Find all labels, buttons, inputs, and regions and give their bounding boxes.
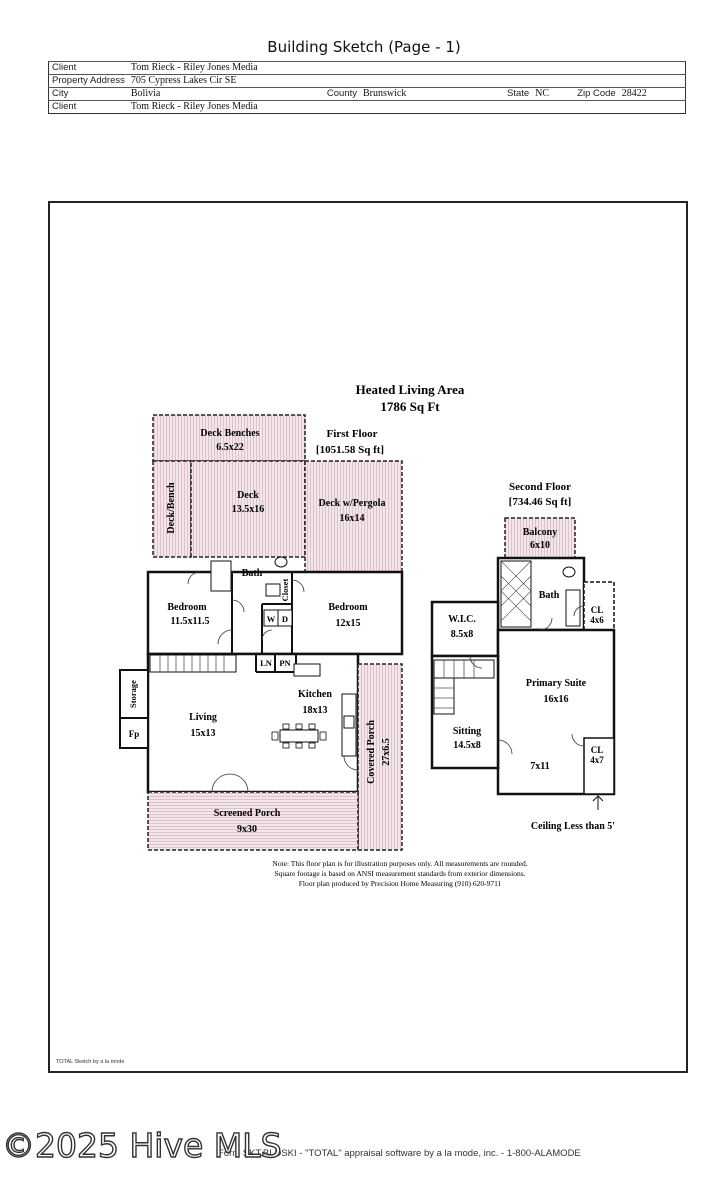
closet2-dim: 4x7 <box>590 755 604 765</box>
state-label: State <box>504 88 532 101</box>
screened-porch-area <box>148 792 358 850</box>
sketch-credit: TOTAL Sketch by a la mode <box>56 1059 125 1065</box>
living-label: Living <box>189 712 217 723</box>
page-title: Building Sketch (Page - 1) <box>267 38 461 56</box>
deck-label: Deck <box>237 490 259 501</box>
covered-porch-area <box>358 664 402 850</box>
bath1-label: Bath <box>241 568 263 579</box>
bathtub-icon <box>211 561 231 591</box>
kitchen-sink-icon <box>344 716 354 728</box>
client2-label: Client <box>49 101 128 114</box>
deck-dim: 13.5x16 <box>231 504 265 515</box>
balcony-area <box>505 518 575 558</box>
first-floor-area: [1051.58 Sq ft] <box>315 444 385 456</box>
storage-label: Storage <box>128 680 138 708</box>
mls-watermark: ©2025 Hive MLS <box>2 1126 282 1165</box>
toilet2-icon <box>563 567 575 577</box>
washer-label: W <box>266 614 276 624</box>
client2-value: Tom Rieck - Riley Jones Media <box>128 101 686 114</box>
sink-icon <box>266 584 280 596</box>
linen-label: LN <box>260 658 272 668</box>
client-value: Tom Rieck - Riley Jones Media <box>128 62 686 75</box>
address-label: Property Address <box>49 75 128 88</box>
software-credit: Form SKT.BLDSKI - "TOTAL" appraisal software by a la mode, inc. - 1-800-ALAMODE <box>218 1148 581 1159</box>
second-floor-area: [734.46 Sq ft] <box>508 496 572 508</box>
toilet-icon <box>275 557 287 567</box>
second-floor-title: Second Floor <box>508 481 572 493</box>
living-wing-outline <box>148 654 358 792</box>
covered-porch-label: Covered Porch <box>366 720 377 784</box>
ceiling-note: Ceiling Less than 5' <box>530 821 616 832</box>
zip-label: Zip Code <box>574 88 619 101</box>
dining-table-icon <box>280 730 318 742</box>
bedroom2-dim: 12x15 <box>335 618 361 629</box>
state-value: NC <box>532 88 574 101</box>
bath2-label: Bath <box>538 590 560 601</box>
primary-suite-dim: 16x16 <box>543 694 569 705</box>
county-value: Brunswick <box>360 88 504 101</box>
closet1-label: CL <box>590 605 604 615</box>
sitting-dim: 14.5x8 <box>453 740 481 751</box>
heated-area-sqft: 1786 Sq Ft <box>380 399 440 414</box>
client-label: Client <box>49 62 128 75</box>
deck-pergola-label: Deck w/Pergola <box>318 498 386 509</box>
screened-porch-dim: 9x30 <box>237 824 257 835</box>
kitchen-dim: 18x13 <box>302 705 328 716</box>
pantry-label: PN <box>279 658 291 668</box>
alcove-dim: 7x11 <box>530 761 550 772</box>
city-value: Bolivia <box>128 88 324 101</box>
living-dim: 15x13 <box>190 728 216 739</box>
closet-label: Closet <box>280 578 290 602</box>
zip-value: 28422 <box>619 88 686 101</box>
note-line-2: Square footage is based on ANSI measurement standards from exterior dimensions. <box>274 869 526 878</box>
first-floor-stairs <box>150 655 236 672</box>
bedroom1-dim: 11.5x11.5 <box>170 616 210 627</box>
balcony-dim: 6x10 <box>530 540 550 551</box>
dryer-label: D <box>281 614 289 624</box>
screened-porch-label: Screened Porch <box>213 808 281 819</box>
deck-benches-dim: 6.5x22 <box>216 442 244 453</box>
balcony-label: Balcony <box>522 527 558 538</box>
heated-area-heading: Heated Living Area <box>355 382 465 397</box>
sitting-label: Sitting <box>452 726 482 737</box>
first-floor-title: First Floor <box>326 428 378 440</box>
covered-porch-dim: 27x6.5 <box>381 738 392 766</box>
primary-suite-label: Primary Suite <box>525 678 587 689</box>
closet1-dim: 4x6 <box>590 615 604 625</box>
bedroom1-label: Bedroom <box>167 602 207 613</box>
deck-pergola-dim: 16x14 <box>339 513 365 524</box>
note-line-1: Note: This floor plan is for illustration purposes only. All measurements are rounded. <box>272 859 528 868</box>
closet2-label: CL <box>590 745 604 755</box>
kitchen-label: Kitchen <box>298 689 332 700</box>
fireplace-label: Fp <box>128 729 140 739</box>
county-label: County <box>324 88 360 101</box>
ceiling-arrow-icon <box>593 796 603 810</box>
deck-benches-label: Deck Benches <box>200 428 260 439</box>
kitchen-counter <box>294 664 320 676</box>
deck-bench-label: Deck/Bench <box>166 482 177 534</box>
note-line-3: Floor plan produced by Precision Home Measuring (910) 620-9711 <box>298 879 502 888</box>
wic-label: W.I.C. <box>448 614 476 625</box>
address-value: 705 Cypress Lakes Cir SE <box>128 75 686 88</box>
wic-dim: 8.5x8 <box>450 629 474 640</box>
shower-icon <box>501 561 531 627</box>
city-label: City <box>49 88 128 101</box>
bedroom2-label: Bedroom <box>328 602 368 613</box>
